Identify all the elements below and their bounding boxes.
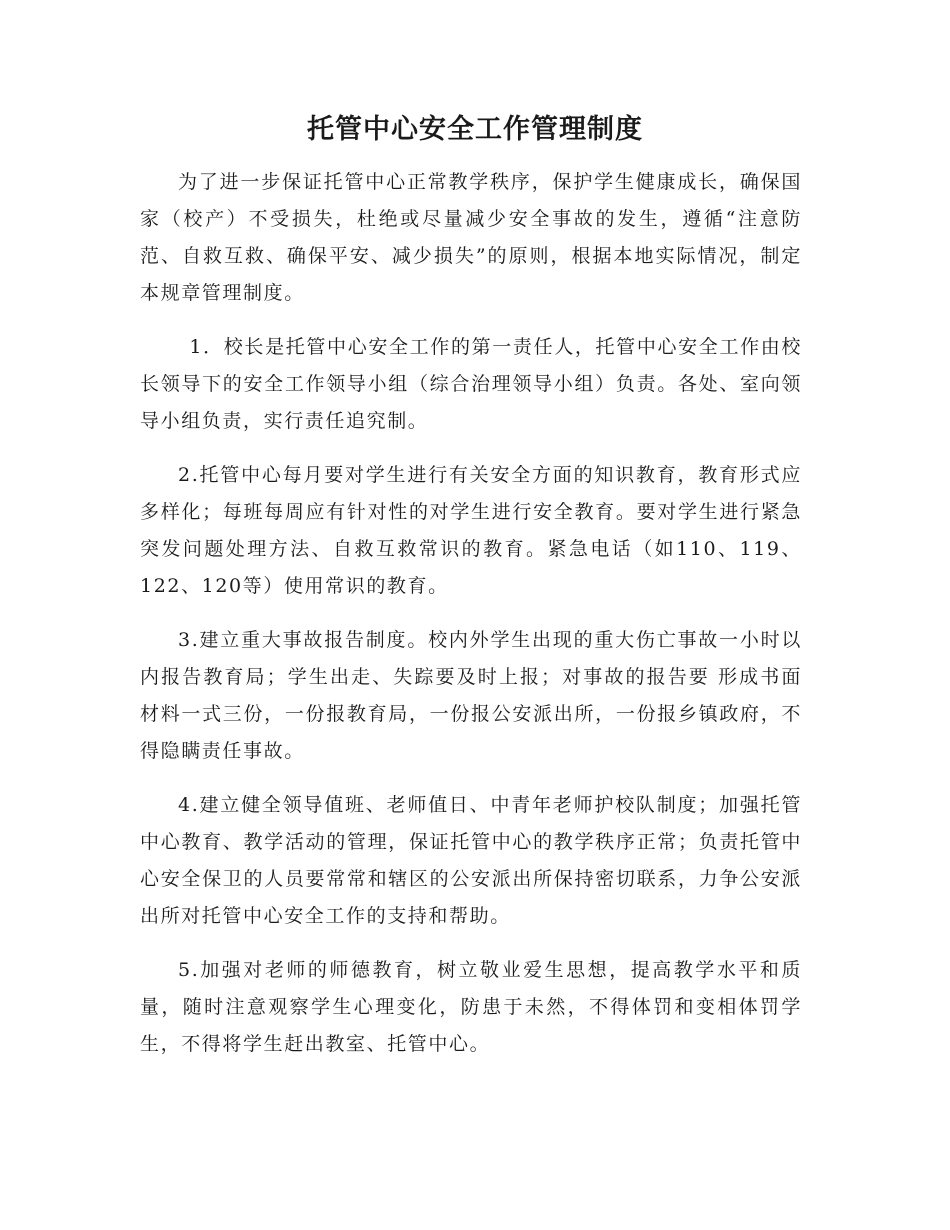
document-body [140, 164, 802, 1080]
rule-paragraph-4: 4.建立健全领导值班、老师值日、中青年老师护校队制度；加强托管中心教育、教学活动的管理，保证托管中心的教学秩序正常；负责托管中心安全保卫的人员要常常和辖区的公安派出所保持密切联系，力争公安派出所对托管中心安全工作的支持和帮助。 [140, 794, 802, 927]
rule-paragraph-3: 3.建立重大事故报告制度。校内外学生出现的重大伤亡事故一小时以内报告教育局；学生出走、失踪要及时上报；对事故的报告要 形成书面材料一式三份，一份报教育局，一份报公安派出所，一份报乡镇政府，不得隐瞒责任事故。 [140, 629, 802, 762]
intro-paragraph: 为了进一步保证托管中心正常教学秩序，保护学生健康成长，确保国家（校产）不受损失，杜绝或尽量减少安全事故的发生，遵循“注意防范、自救互救、确保平安、减少损失”的原则，根据本地实际情况，制定本规章管理制度。 [140, 171, 802, 304]
rule-paragraph-2: 2.托管中心每月要对学生进行有关安全方面的知识教育，教育形式应多样化；每班每周应有针对性的对学生进行安全教育。要对学生进行紧急突发问题处理方法、自救互救常识的教育。紧急电话（如110、119、122、120等）使用常识的教育。 [140, 464, 802, 597]
document-title: 托管中心安全工作管理制度 [307, 114, 643, 145]
rule-paragraph-1: 1．校长是托管中心安全工作的第一责任人，托管中心安全工作由校长领导下的安全工作领导小组（综合治理领导小组）负责。各处、室向领导小组负责，实行责任追究制。 [140, 336, 802, 432]
rule-paragraph-5: 5.加强对老师的师德教育，树立敬业爱生思想，提高教学水平和质量，随时注意观察学生心理变化，防患于未然，不得体罚和变相体罚学生，不得将学生赶出教室、托管中心。 [140, 959, 802, 1055]
